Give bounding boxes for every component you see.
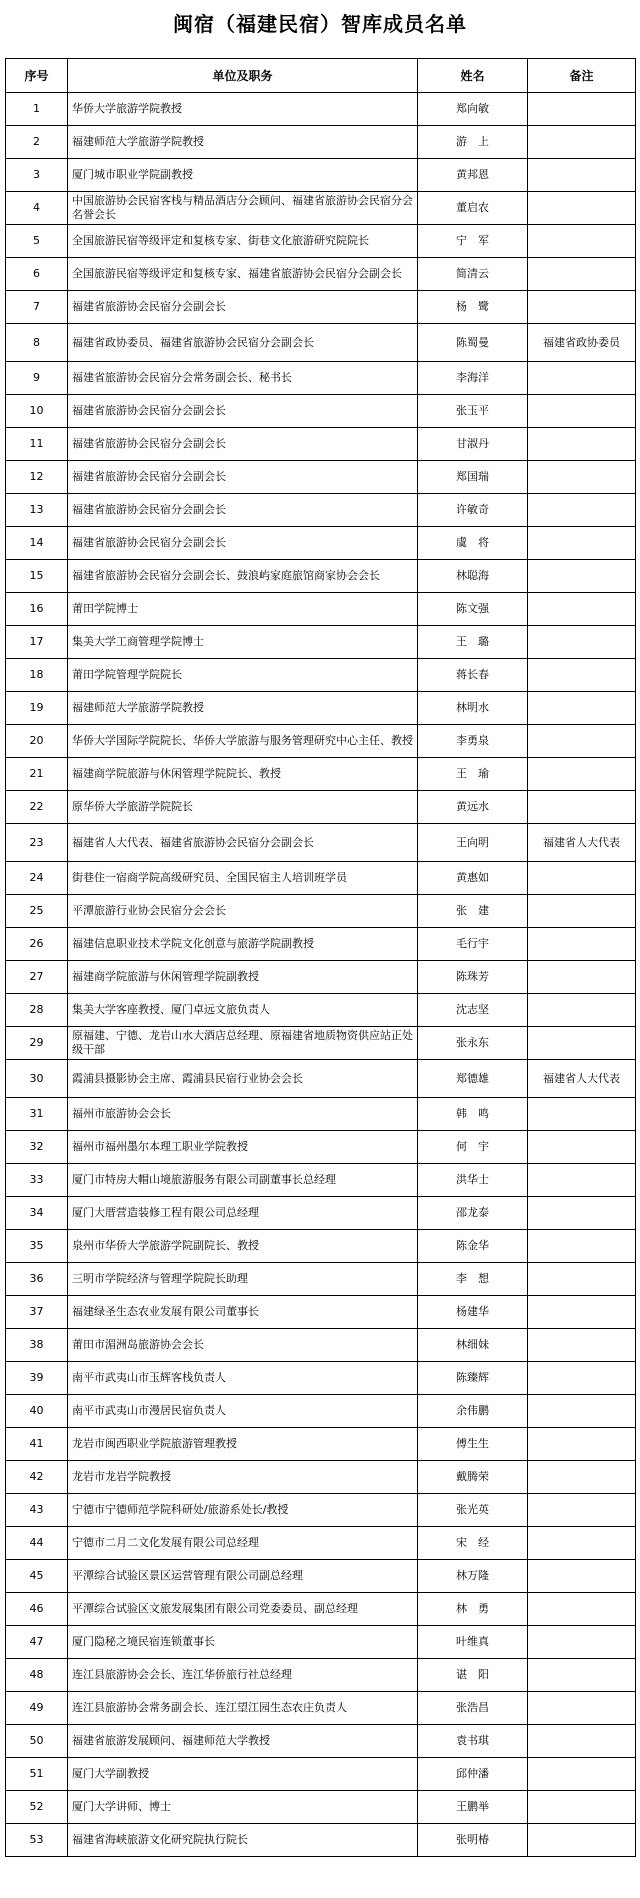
row-note (528, 1659, 636, 1692)
row-name: 张浩昌 (418, 1692, 528, 1725)
row-index: 18 (6, 659, 68, 692)
row-name: 宁 军 (418, 225, 528, 258)
row-org: 福建省旅游协会民宿分会常务副会长、秘书长 (68, 362, 418, 395)
row-org: 福建省海峡旅游文化研究院执行院长 (68, 1824, 418, 1857)
table-row (6, 824, 636, 862)
row-index: 24 (6, 862, 68, 895)
row-note (528, 1098, 636, 1131)
row-org: 街巷住一宿商学院高级研究员、全国民宿主人培训班学员 (68, 862, 418, 895)
row-index: 45 (6, 1560, 68, 1593)
row-name: 许敏奇 (418, 494, 528, 527)
row-index: 23 (6, 824, 68, 862)
row-index: 11 (6, 428, 68, 461)
row-index: 4 (6, 192, 68, 225)
row-index: 44 (6, 1527, 68, 1560)
table-row (6, 862, 636, 895)
row-name: 林聪海 (418, 560, 528, 593)
table-row (6, 1461, 636, 1494)
row-note (528, 395, 636, 428)
row-note (528, 692, 636, 725)
row-index: 8 (6, 324, 68, 362)
row-org: 连江县旅游协会会长、连江华侨旅行社总经理 (68, 1659, 418, 1692)
table-row (6, 593, 636, 626)
row-org: 福建省人大代表、福建省旅游协会民宿分会副会长 (68, 824, 418, 862)
row-index: 29 (6, 1027, 68, 1060)
row-org: 福建省政协委员、福建省旅游协会民宿分会副会长 (68, 324, 418, 362)
table-row (6, 1131, 636, 1164)
table-row (6, 159, 636, 192)
row-index: 13 (6, 494, 68, 527)
row-org: 平潭综合试验区景区运营管理有限公司副总经理 (68, 1560, 418, 1593)
row-note (528, 961, 636, 994)
row-index: 10 (6, 395, 68, 428)
table-row (6, 1027, 636, 1060)
table-row (6, 1791, 636, 1824)
row-org: 全国旅游民宿等级评定和复核专家、街巷文化旅游研究院院长 (68, 225, 418, 258)
row-index: 41 (6, 1428, 68, 1461)
row-note (528, 626, 636, 659)
row-name: 傅生生 (418, 1428, 528, 1461)
row-index: 37 (6, 1296, 68, 1329)
row-org: 莆田市湄洲岛旅游协会会长 (68, 1329, 418, 1362)
row-org: 莆田学院管理学院院长 (68, 659, 418, 692)
row-name: 袁书琪 (418, 1725, 528, 1758)
row-note (528, 1824, 636, 1857)
row-index: 12 (6, 461, 68, 494)
row-name: 谌 阳 (418, 1659, 528, 1692)
row-note (528, 1164, 636, 1197)
table-row (6, 1494, 636, 1527)
table-row (6, 93, 636, 126)
row-note (528, 1461, 636, 1494)
table-row (6, 1626, 636, 1659)
row-org: 集美大学客座教授、厦门卓远文旅负责人 (68, 994, 418, 1027)
row-org: 原福建、宁德、龙岩山水大酒店总经理、原福建省地质物资供应站正处级干部 (68, 1027, 418, 1060)
table-row (6, 1263, 636, 1296)
row-name: 林 勇 (418, 1593, 528, 1626)
row-name: 林细妹 (418, 1329, 528, 1362)
row-note: 福建省政协委员 (528, 324, 636, 362)
row-org: 南平市武夷山市漫居民宿负责人 (68, 1395, 418, 1428)
row-index: 52 (6, 1791, 68, 1824)
table-row (6, 428, 636, 461)
row-note (528, 1626, 636, 1659)
header-row (6, 59, 636, 93)
row-org: 福建省旅游协会民宿分会副会长、鼓浪屿家庭旅馆商家协会会长 (68, 560, 418, 593)
table-row (6, 395, 636, 428)
row-org: 福州市福州墨尔本理工职业学院教授 (68, 1131, 418, 1164)
row-note (528, 758, 636, 791)
row-name: 王 璐 (418, 626, 528, 659)
row-org: 南平市武夷山市玉辉客栈负责人 (68, 1362, 418, 1395)
header-note: 备注 (528, 59, 636, 93)
row-name: 毛行宇 (418, 928, 528, 961)
row-org: 三明市学院经济与管理学院院长助理 (68, 1263, 418, 1296)
row-index: 7 (6, 291, 68, 324)
row-index: 22 (6, 791, 68, 824)
row-note (528, 461, 636, 494)
row-org: 福建省旅游协会民宿分会副会长 (68, 461, 418, 494)
row-index: 46 (6, 1593, 68, 1626)
row-org: 福建省旅游协会民宿分会副会长 (68, 395, 418, 428)
table-row (6, 1758, 636, 1791)
row-org: 霞浦县摄影协会主席、霞浦县民宿行业协会会长 (68, 1060, 418, 1098)
row-note (528, 560, 636, 593)
row-org: 福建信息职业技术学院文化创意与旅游学院副教授 (68, 928, 418, 961)
row-org: 原华侨大学旅游学院院长 (68, 791, 418, 824)
row-org: 厦门隐秘之境民宿连锁董事长 (68, 1626, 418, 1659)
row-index: 48 (6, 1659, 68, 1692)
row-index: 25 (6, 895, 68, 928)
row-name: 戴腾荣 (418, 1461, 528, 1494)
row-index: 47 (6, 1626, 68, 1659)
row-index: 50 (6, 1725, 68, 1758)
row-index: 21 (6, 758, 68, 791)
row-name: 陈金华 (418, 1230, 528, 1263)
row-name: 何 宇 (418, 1131, 528, 1164)
row-name: 陈蜀曼 (418, 324, 528, 362)
row-note (528, 791, 636, 824)
table-row (6, 1395, 636, 1428)
row-index: 33 (6, 1164, 68, 1197)
row-index: 14 (6, 527, 68, 560)
row-note (528, 659, 636, 692)
table-row (6, 126, 636, 159)
row-org: 福建省旅游协会民宿分会副会长 (68, 494, 418, 527)
table-row (6, 362, 636, 395)
row-org: 中国旅游协会民宿客栈与精品酒店分会顾问、福建省旅游协会民宿分会名誉会长 (68, 192, 418, 225)
row-name: 张光英 (418, 1494, 528, 1527)
row-name: 李勇泉 (418, 725, 528, 758)
row-name: 郑国瑞 (418, 461, 528, 494)
row-index: 30 (6, 1060, 68, 1098)
row-note (528, 192, 636, 225)
table-row (6, 461, 636, 494)
row-org: 莆田学院博士 (68, 593, 418, 626)
row-note (528, 126, 636, 159)
row-org: 平潭综合试验区文旅发展集团有限公司党委委员、副总经理 (68, 1593, 418, 1626)
row-index: 40 (6, 1395, 68, 1428)
row-index: 1 (6, 93, 68, 126)
row-name: 张明椿 (418, 1824, 528, 1857)
row-note (528, 1527, 636, 1560)
row-name: 张 建 (418, 895, 528, 928)
row-index: 43 (6, 1494, 68, 1527)
row-org: 华侨大学旅游学院教授 (68, 93, 418, 126)
row-index: 35 (6, 1230, 68, 1263)
row-name: 林万隆 (418, 1560, 528, 1593)
table-row (6, 626, 636, 659)
row-note (528, 1428, 636, 1461)
row-name: 黄远水 (418, 791, 528, 824)
row-note (528, 928, 636, 961)
row-index: 42 (6, 1461, 68, 1494)
row-note (528, 1027, 636, 1060)
row-org: 厦门市特房大帽山境旅游服务有限公司副董事长总经理 (68, 1164, 418, 1197)
row-org: 华侨大学国际学院院长、华侨大学旅游与服务管理研究中心主任、教授 (68, 725, 418, 758)
row-org: 厦门大学副教授 (68, 1758, 418, 1791)
row-name: 蒋长春 (418, 659, 528, 692)
row-name: 余伟鹏 (418, 1395, 528, 1428)
row-note (528, 895, 636, 928)
table-row (6, 1659, 636, 1692)
row-org: 福建省旅游发展顾问、福建师范大学教授 (68, 1725, 418, 1758)
row-note (528, 362, 636, 395)
row-note (528, 1395, 636, 1428)
table-row (6, 692, 636, 725)
row-org: 平潭旅游行业协会民宿分会会长 (68, 895, 418, 928)
row-org: 福建商学院旅游与休闲管理学院副教授 (68, 961, 418, 994)
row-name: 张永东 (418, 1027, 528, 1060)
row-name: 郑向敏 (418, 93, 528, 126)
row-note (528, 1329, 636, 1362)
row-index: 49 (6, 1692, 68, 1725)
table-row (6, 527, 636, 560)
header-name: 姓名 (418, 59, 528, 93)
row-org: 福建师范大学旅游学院教授 (68, 692, 418, 725)
row-note (528, 1494, 636, 1527)
row-index: 19 (6, 692, 68, 725)
row-name: 邵龙泰 (418, 1197, 528, 1230)
row-note (528, 428, 636, 461)
row-org: 福建省旅游协会民宿分会副会长 (68, 428, 418, 461)
row-index: 27 (6, 961, 68, 994)
row-note (528, 994, 636, 1027)
table-row (6, 1329, 636, 1362)
row-index: 38 (6, 1329, 68, 1362)
row-name: 韩 鸣 (418, 1098, 528, 1131)
row-note (528, 1263, 636, 1296)
row-index: 36 (6, 1263, 68, 1296)
row-name: 王鹏举 (418, 1791, 528, 1824)
table-row (6, 291, 636, 324)
row-name: 沈志坚 (418, 994, 528, 1027)
table-row (6, 192, 636, 225)
row-index: 32 (6, 1131, 68, 1164)
row-index: 51 (6, 1758, 68, 1791)
row-note (528, 527, 636, 560)
document-title: 闽宿（福建民宿）智库成员名单 (173, 12, 467, 36)
row-name: 甘淑丹 (418, 428, 528, 461)
row-note (528, 1296, 636, 1329)
row-index: 15 (6, 560, 68, 593)
row-name: 李海洋 (418, 362, 528, 395)
row-note (528, 1197, 636, 1230)
row-name: 王 瑜 (418, 758, 528, 791)
row-org: 连江县旅游协会常务副会长、连江望江园生态农庄负责人 (68, 1692, 418, 1725)
table-row (6, 324, 636, 362)
row-name: 简清云 (418, 258, 528, 291)
row-name: 游 上 (418, 126, 528, 159)
row-org: 宁德市宁德师范学院科研处/旅游系处长/教授 (68, 1494, 418, 1527)
table-row (6, 1428, 636, 1461)
row-note (528, 494, 636, 527)
row-org: 龙岩市闽西职业学院旅游管理教授 (68, 1428, 418, 1461)
row-name: 陈臻辉 (418, 1362, 528, 1395)
row-index: 31 (6, 1098, 68, 1131)
table-row (6, 659, 636, 692)
row-name: 郑德雄 (418, 1060, 528, 1098)
table-row (6, 1362, 636, 1395)
row-org: 福建师范大学旅游学院教授 (68, 126, 418, 159)
row-index: 34 (6, 1197, 68, 1230)
table-row (6, 1197, 636, 1230)
row-index: 28 (6, 994, 68, 1027)
row-name: 杨建华 (418, 1296, 528, 1329)
row-index: 2 (6, 126, 68, 159)
row-index: 39 (6, 1362, 68, 1395)
row-name: 陈文强 (418, 593, 528, 626)
row-note: 福建省人大代表 (528, 824, 636, 862)
row-note (528, 159, 636, 192)
row-index: 17 (6, 626, 68, 659)
row-name: 宋 经 (418, 1527, 528, 1560)
row-org: 全国旅游民宿等级评定和复核专家、福建省旅游协会民宿分会副会长 (68, 258, 418, 291)
row-org: 福建省旅游协会民宿分会副会长 (68, 527, 418, 560)
table-row (6, 1164, 636, 1197)
row-name: 虞 将 (418, 527, 528, 560)
row-note (528, 1758, 636, 1791)
row-name: 张玉平 (418, 395, 528, 428)
row-note (528, 725, 636, 758)
row-org: 集美大学工商管理学院博士 (68, 626, 418, 659)
row-note (528, 93, 636, 126)
table-row (6, 1560, 636, 1593)
row-note (528, 1131, 636, 1164)
table-row (6, 961, 636, 994)
row-note (528, 1362, 636, 1395)
row-org: 龙岩市龙岩学院教授 (68, 1461, 418, 1494)
table-row (6, 1230, 636, 1263)
row-org: 泉州市华侨大学旅游学院副院长、教授 (68, 1230, 418, 1263)
row-org: 宁德市二月二文化发展有限公司总经理 (68, 1527, 418, 1560)
table-row (6, 494, 636, 527)
row-name: 杨 鹭 (418, 291, 528, 324)
row-name: 李 想 (418, 1263, 528, 1296)
row-note (528, 862, 636, 895)
row-note (528, 291, 636, 324)
row-note (528, 225, 636, 258)
row-note (528, 1791, 636, 1824)
row-index: 5 (6, 225, 68, 258)
row-name: 叶维真 (418, 1626, 528, 1659)
table-row (6, 1296, 636, 1329)
table-body (6, 93, 636, 1857)
member-table (5, 58, 636, 1857)
table-row (6, 1527, 636, 1560)
row-org: 福建省旅游协会民宿分会副会长 (68, 291, 418, 324)
row-org: 厦门大学讲师、博士 (68, 1791, 418, 1824)
table-row (6, 1593, 636, 1626)
row-note (528, 1593, 636, 1626)
table-row (6, 1824, 636, 1857)
header-org: 单位及职务 (68, 59, 418, 93)
table-row (6, 1692, 636, 1725)
row-org: 福建商学院旅游与休闲管理学院院长、教授 (68, 758, 418, 791)
row-name: 邱仲潘 (418, 1758, 528, 1791)
table-row (6, 258, 636, 291)
table-row (6, 791, 636, 824)
table-row (6, 758, 636, 791)
row-name: 洪华士 (418, 1164, 528, 1197)
table-row (6, 895, 636, 928)
row-note (528, 1692, 636, 1725)
table-row (6, 994, 636, 1027)
table-row (6, 1098, 636, 1131)
table-row (6, 560, 636, 593)
row-note (528, 593, 636, 626)
table-row (6, 1725, 636, 1758)
header-index: 序号 (6, 59, 68, 93)
table-row (6, 1060, 636, 1098)
row-index: 6 (6, 258, 68, 291)
row-name: 黄邦恩 (418, 159, 528, 192)
row-org: 厦门城市职业学院副教授 (68, 159, 418, 192)
row-name: 林明水 (418, 692, 528, 725)
row-index: 9 (6, 362, 68, 395)
table-row (6, 725, 636, 758)
row-index: 20 (6, 725, 68, 758)
row-index: 3 (6, 159, 68, 192)
row-index: 53 (6, 1824, 68, 1857)
row-index: 16 (6, 593, 68, 626)
row-name: 董启农 (418, 192, 528, 225)
row-name: 王向明 (418, 824, 528, 862)
row-org: 福州市旅游协会会长 (68, 1098, 418, 1131)
row-note (528, 1560, 636, 1593)
table-row (6, 928, 636, 961)
row-index: 26 (6, 928, 68, 961)
row-note: 福建省人大代表 (528, 1060, 636, 1098)
row-note (528, 1230, 636, 1263)
row-note (528, 1725, 636, 1758)
row-name: 黄惠如 (418, 862, 528, 895)
row-org: 福建绿圣生态农业发展有限公司董事长 (68, 1296, 418, 1329)
row-name: 陈珠芳 (418, 961, 528, 994)
table-row (6, 225, 636, 258)
row-org: 厦门大厝营造装修工程有限公司总经理 (68, 1197, 418, 1230)
row-note (528, 258, 636, 291)
